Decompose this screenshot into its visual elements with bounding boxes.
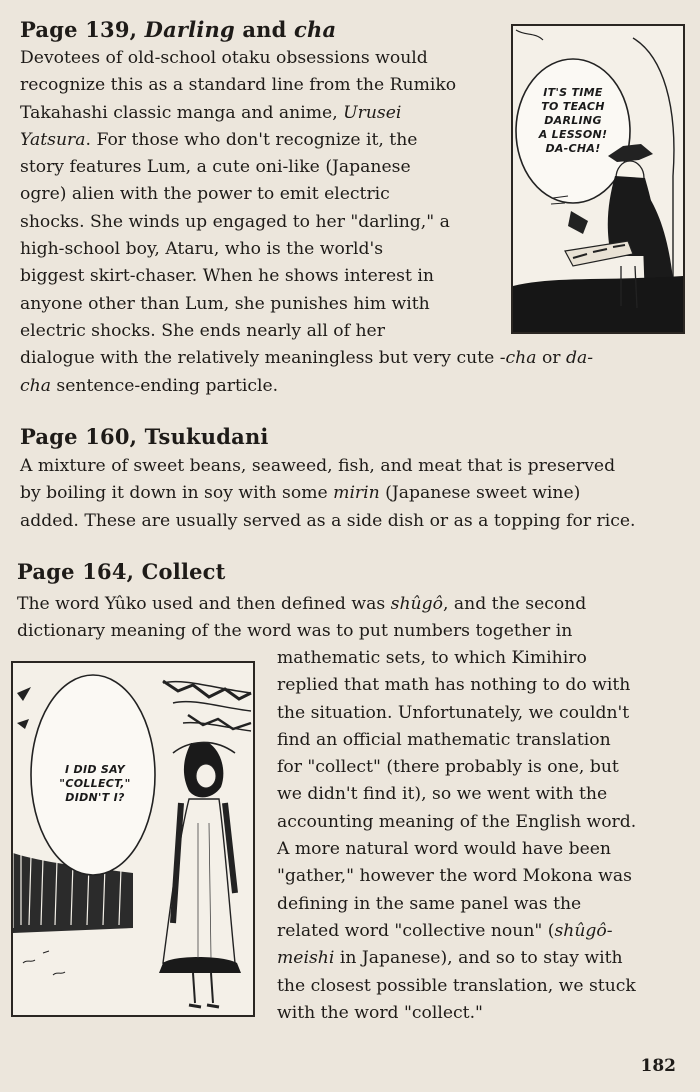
text-line: Takahashi classic manga and anime, Urusei xyxy=(20,102,402,123)
text-line: related word "collective noun" (shûgô- xyxy=(277,920,613,941)
text-line: A more natural word would have been xyxy=(277,839,611,860)
text-line: accounting meaning of the English word. xyxy=(277,811,637,832)
text-line: mathematic sets, to which Kimihiro xyxy=(277,648,587,668)
section-heading-tsukudani: Page 160, Tsukudani xyxy=(20,424,269,449)
section-heading-collect: Page 164, Collect xyxy=(17,559,226,584)
text-line: meishi in Japanese), and so to stay with xyxy=(277,948,623,969)
manga-panel-yuko xyxy=(11,661,255,1017)
speech-bubble-lum: IT'S TIME TO TEACH DARLING A LESSON! DA-CHA! xyxy=(538,86,608,155)
text-line: high-school boy, Ataru, who is the world's xyxy=(20,239,384,260)
text-line: story features Lum, a cute oni-like (Japanese xyxy=(20,157,411,178)
text-line: ogre) alien with the power to emit electric xyxy=(20,184,390,205)
lum-illustration xyxy=(513,26,683,332)
section-body-collect-top xyxy=(17,591,586,646)
yuko-illustration xyxy=(13,663,253,1015)
text-line: the closest possible translation, we stuck xyxy=(277,975,636,996)
text-line: dictionary meaning of the word was to put numbers together in xyxy=(17,621,573,642)
text-line: find an official mathematic translation xyxy=(277,729,611,750)
text-line: the situation. Unfortunately, we couldn't xyxy=(277,702,630,723)
text-line: cha sentence-ending particle. xyxy=(20,375,279,396)
text-line: "gather," however the word Mokona was xyxy=(277,866,632,887)
text-line: for "collect" (there probably is one, but xyxy=(277,757,619,778)
section-body-collect-wrap xyxy=(277,645,636,1027)
text-line: shocks. She winds up engaged to her "darling," a xyxy=(20,211,450,232)
text-line: biggest skirt-chaser. When he shows interest in xyxy=(20,266,434,287)
text-line: added. These are usually served as a side dish or as a topping for rice. xyxy=(20,510,636,531)
page-number: 182 xyxy=(640,1056,676,1076)
manga-panel-lum xyxy=(511,24,685,334)
text-line: Devotees of old-school otaku obsessions would xyxy=(20,48,428,68)
text-line: The word Yûko used and then defined was shûgô, and the second xyxy=(17,594,587,614)
section-body-darling-cha xyxy=(20,45,593,400)
text-line: dialogue with the relatively meaningless but very cute -cha or da- xyxy=(20,348,594,369)
text-line: anyone other than Lum, she punishes him with xyxy=(20,293,430,314)
text-line: A mixture of sweet beans, seaweed, fish, and meat that is preserved xyxy=(20,456,616,476)
text-line: recognize this as a standard line from the Rumiko xyxy=(20,75,457,96)
text-line: replied that math has nothing to do with xyxy=(277,675,631,696)
text-line: electric shocks. She ends nearly all of her xyxy=(20,320,385,341)
section-heading-darling-cha: Page 139, Darling and cha xyxy=(20,17,337,42)
text-line: we didn't find it), so we went with the xyxy=(277,784,608,805)
speech-bubble-yuko: I DID SAY "COLLECT," DIDN'T I? xyxy=(59,763,131,804)
section-body-tsukudani xyxy=(20,453,636,535)
text-line: by boiling it down in soy with some mirin (Japanese sweet wine) xyxy=(20,483,581,504)
text-line: Yatsura. For those who don't recognize it, the xyxy=(20,129,418,150)
text-line: with the word "collect." xyxy=(277,1002,483,1023)
text-line: defining in the same panel was the xyxy=(277,893,582,914)
